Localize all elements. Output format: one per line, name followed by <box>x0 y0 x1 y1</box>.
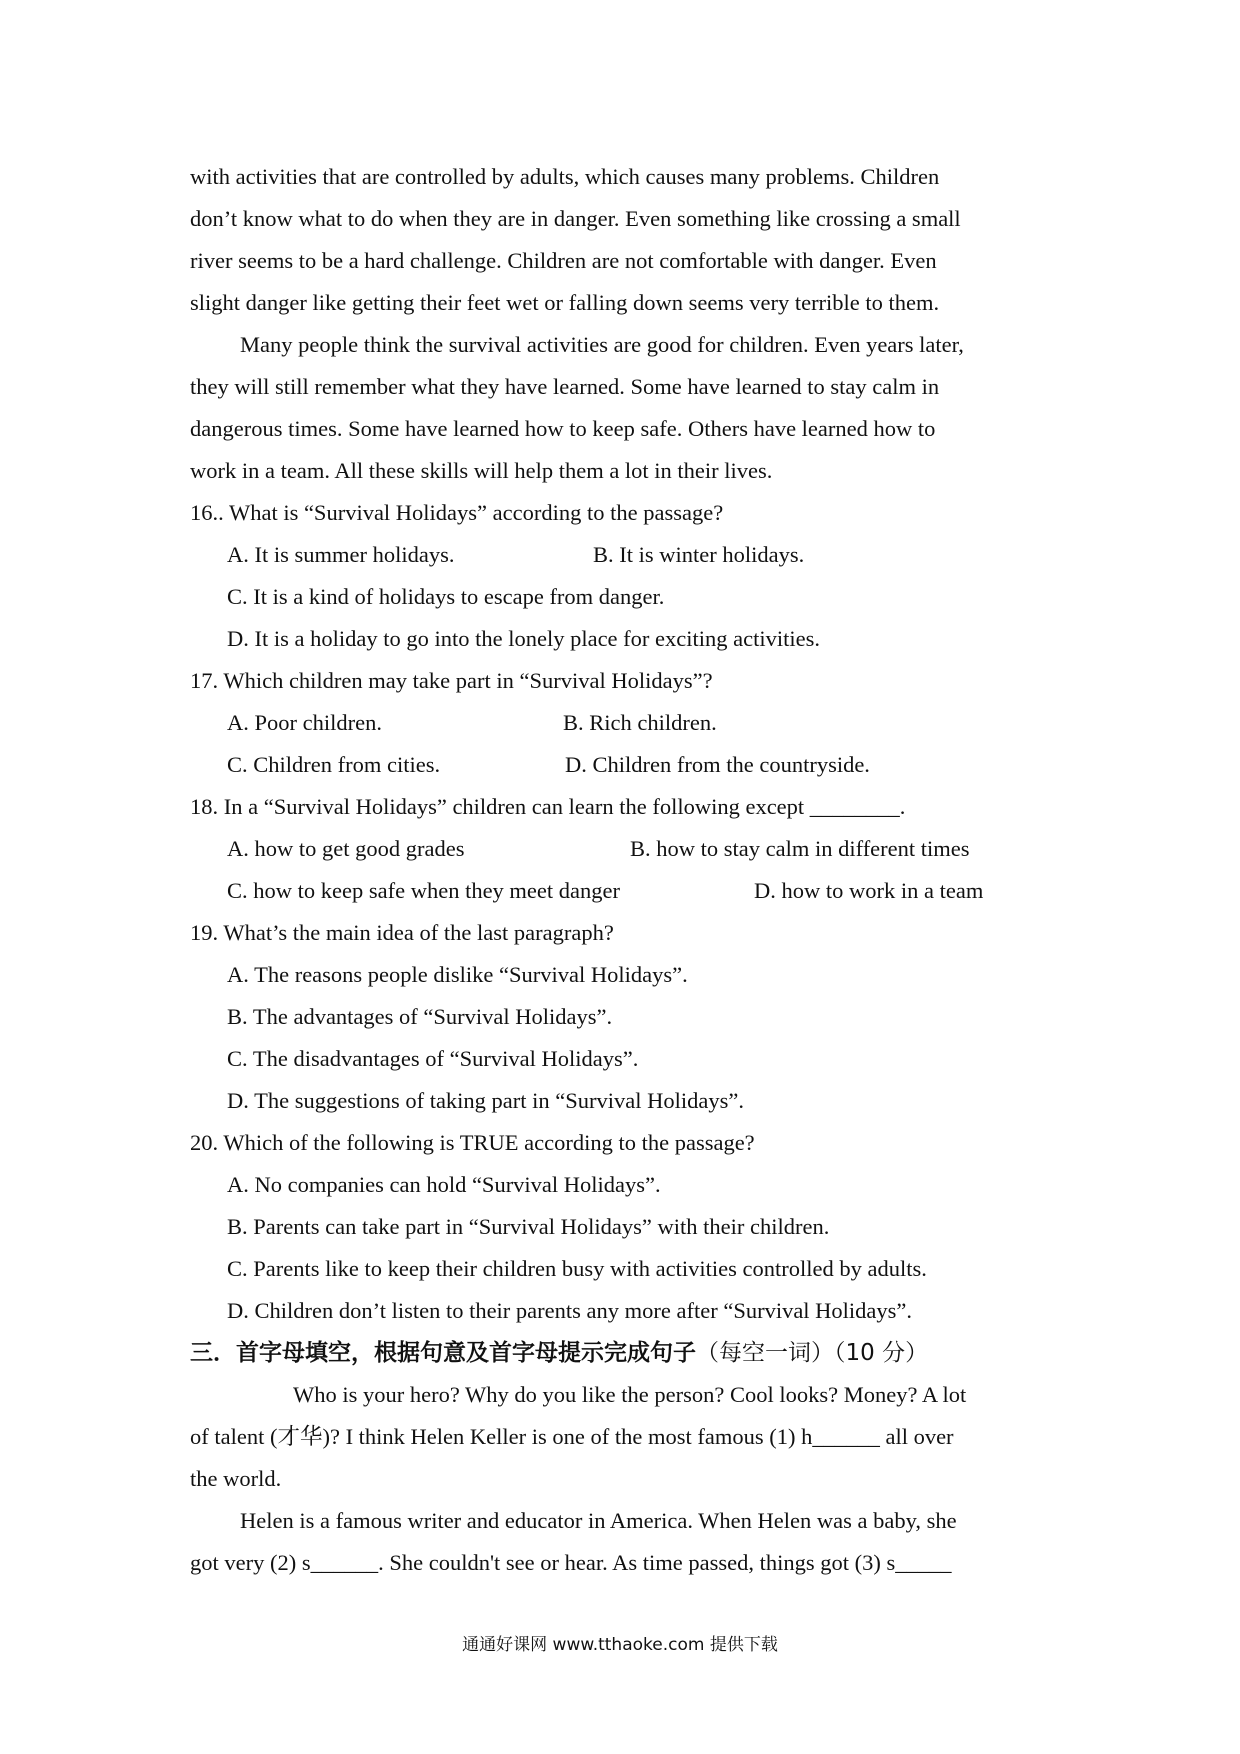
section-3-line: Who is your hero? Why do you like the person? Cool looks? Money? A lot <box>293 1382 967 1407</box>
question-20-stem: 20. Which of the following is TRUE according to the passage? <box>190 1130 755 1155</box>
question-19-option-b: B. The advantages of “Survival Holidays”. <box>227 1004 613 1029</box>
question-16-option-d: D. It is a holiday to go into the lonely place for exciting activities. <box>227 626 820 651</box>
question-17-option-a: A. Poor children. <box>227 710 382 735</box>
section-3-line: the world. <box>190 1466 282 1491</box>
passage-line: dangerous times. Some have learned how to keep safe. Others have learned how to <box>190 416 936 441</box>
passage-line: Many people think the survival activities are good for children. Even years later, <box>240 332 964 357</box>
section-3-line: got very (2) s______. She couldn't see or hear. As time passed, things got (3) s_____ <box>190 1550 952 1575</box>
question-18-option-a: A. how to get good grades <box>227 836 465 861</box>
question-17-option-b: B. Rich children. <box>563 710 717 735</box>
question-18-option-b: B. how to stay calm in different times <box>630 836 970 861</box>
question-17-stem: 17. Which children may take part in “Survival Holidays”? <box>190 668 713 693</box>
question-19-option-d: D. The suggestions of taking part in “Survival Holidays”. <box>227 1088 745 1113</box>
passage-line: with activities that are controlled by adults, which causes many problems. Children <box>190 164 940 189</box>
page-footer: 通通好课网 www.tthaoke.com 提供下载 <box>462 1635 778 1655</box>
section-3-title-score: （每空一词）（10 分） <box>696 1340 929 1366</box>
question-16-option-b: B. It is winter holidays. <box>593 542 805 567</box>
section-3-line: of talent (才华)? I think Helen Keller is one of the most famous (1) h______ all over <box>190 1424 954 1449</box>
question-19-option-a: A. The reasons people dislike “Survival Holidays”. <box>227 962 688 987</box>
section-3-title <box>190 1338 928 1368</box>
question-17-option-d: D. Children from the countryside. <box>565 752 870 777</box>
passage-line: don’t know what to do when they are in danger. Even something like crossing a small <box>190 206 961 231</box>
question-20-option-a: A. No companies can hold “Survival Holidays”. <box>227 1172 661 1197</box>
question-20-option-d: D. Children don’t listen to their parents any more after “Survival Holidays”. <box>227 1298 913 1323</box>
passage-line: slight danger like getting their feet wet or falling down seems very terrible to them. <box>190 290 940 315</box>
question-20-option-c: C. Parents like to keep their children busy with activities controlled by adults. <box>227 1256 927 1281</box>
question-18-option-d: D. how to work in a team <box>754 878 984 903</box>
question-16-option-c: C. It is a kind of holidays to escape from danger. <box>227 584 665 609</box>
question-19-option-c: C. The disadvantages of “Survival Holidays”. <box>227 1046 639 1071</box>
question-16-stem: 16.. What is “Survival Holidays” according to the passage? <box>190 500 724 525</box>
question-17-option-c: C. Children from cities. <box>227 752 441 777</box>
passage-line: work in a team. All these skills will help them a lot in their lives. <box>190 458 773 483</box>
question-18-stem: 18. In a “Survival Holidays” children can learn the following except ________. <box>190 794 906 819</box>
question-16-option-a: A. It is summer holidays. <box>227 542 455 567</box>
passage-line: they will still remember what they have learned. Some have learned to stay calm in <box>190 374 940 399</box>
question-18-option-c: C. how to keep safe when they meet danger <box>227 878 620 903</box>
question-20-option-b: B. Parents can take part in “Survival Holidays” with their children. <box>227 1214 830 1239</box>
passage-line: river seems to be a hard challenge. Children are not comfortable with danger. Even <box>190 248 937 273</box>
section-3-line: Helen is a famous writer and educator in America. When Helen was a baby, she <box>240 1508 957 1533</box>
section-3-title-text: 三．首字母填空，根据句意及首字母提示完成句子 <box>190 1340 696 1366</box>
question-19-stem: 19. What’s the main idea of the last paragraph? <box>190 920 614 945</box>
